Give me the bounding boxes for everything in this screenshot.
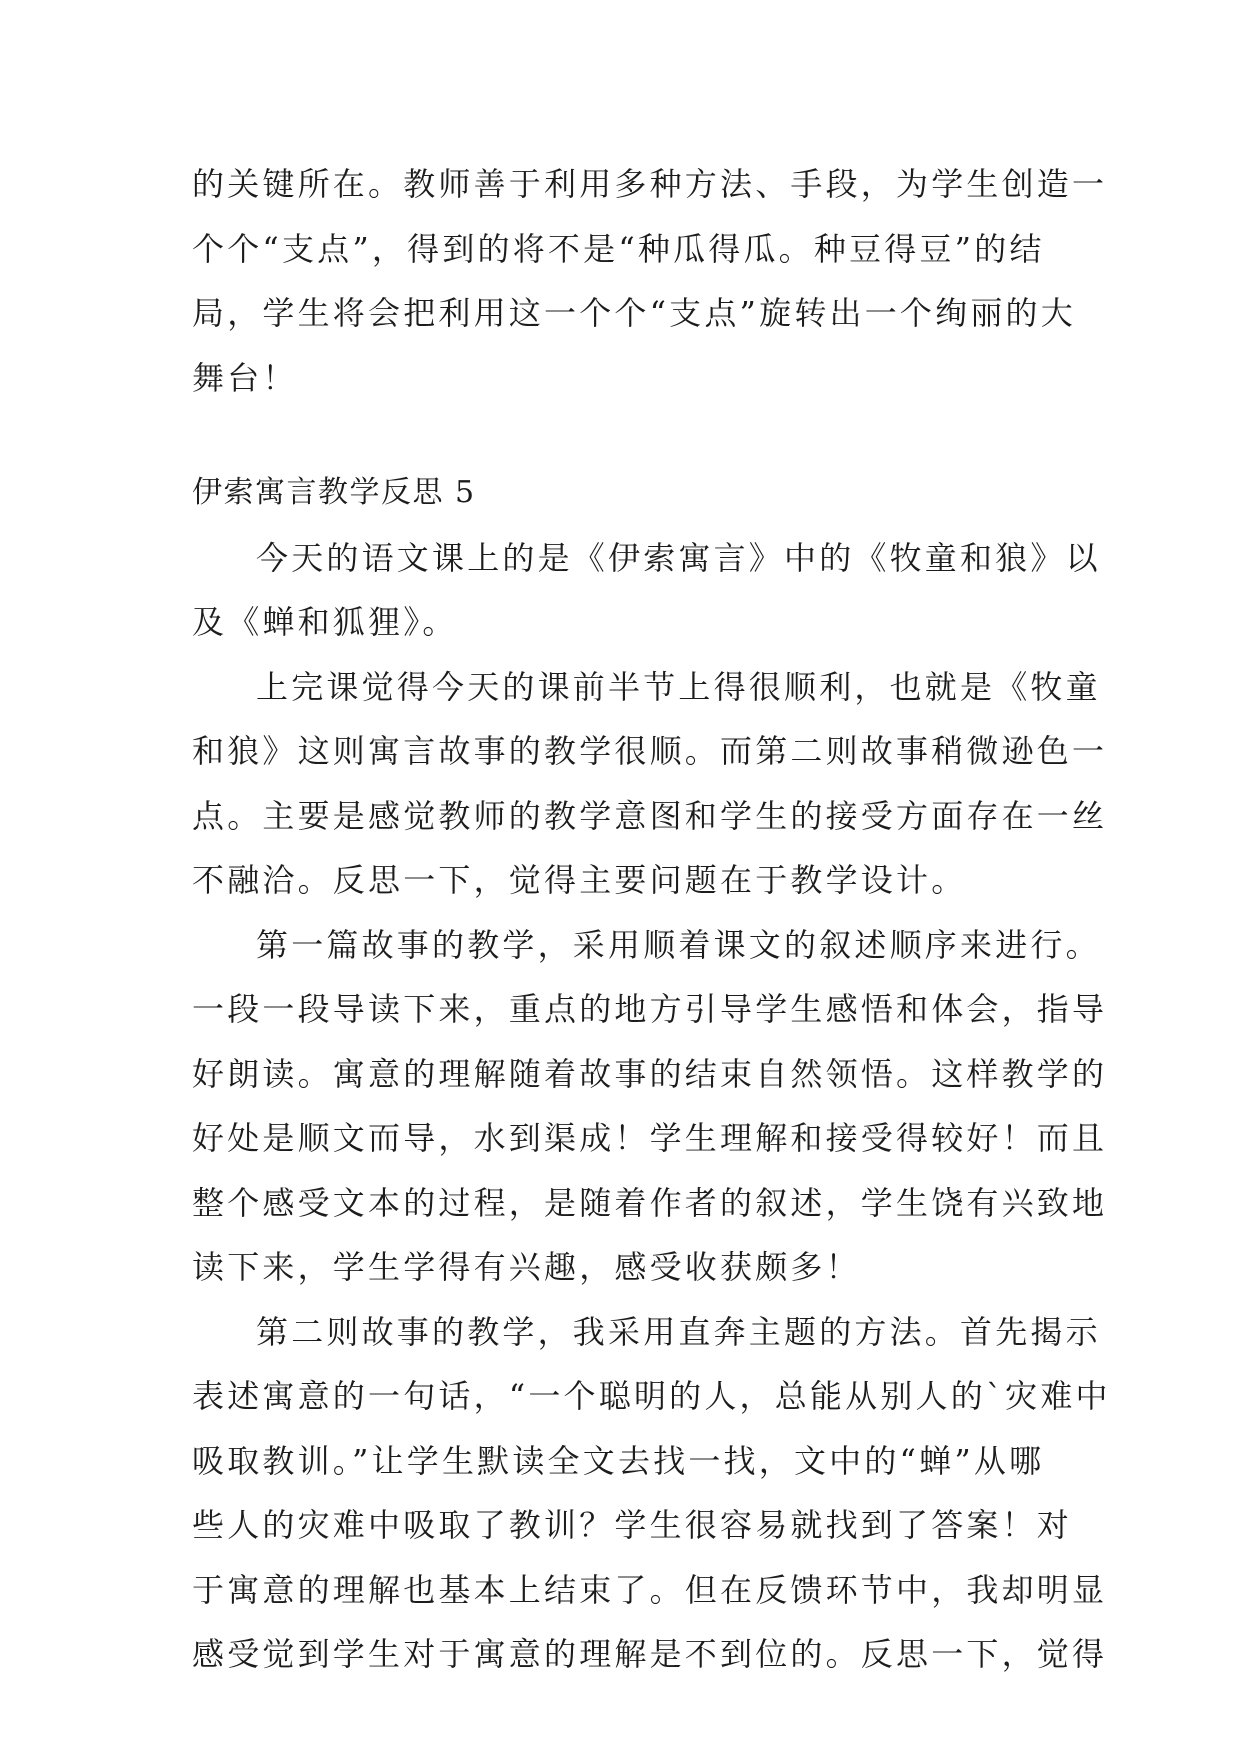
text-line: 一段一段导读下来，重点的地方引导学生感悟和体会，指导: [192, 990, 1108, 1028]
text-line: 上完课觉得今天的课前半节上得很顺利，也就是《牧童: [256, 667, 1101, 706]
text-line: 不融洽。反思一下，觉得主要问题在于教学设计。: [192, 861, 967, 899]
text-line: 和狼》这则寓言故事的教学很顺。而第二则故事稍微逊色一: [192, 732, 1108, 770]
paragraph: [192, 1300, 1111, 1687]
continuation-paragraph: [192, 152, 1108, 410]
section-title: 伊索寓言教学反思 5: [192, 475, 476, 510]
text-line: 感受觉到学生对于寓意的理解是不到位的。反思一下，觉得: [192, 1635, 1108, 1673]
text-line: 于寓意的理解也基本上结束了。但在反馈环节中，我却明显: [192, 1570, 1108, 1609]
text-line: 整个感受文本的过程，是随着作者的叙述，学生饶有兴致地: [192, 1183, 1108, 1222]
text-line: 好朗读。寓意的理解随着故事的结束自然领悟。这样教学的: [192, 1054, 1108, 1093]
text-line: 表述寓意的一句话，“一个聪明的人，总能从别人的`灾难中: [192, 1377, 1111, 1415]
paragraph: [192, 526, 1101, 655]
document-body: [192, 152, 1111, 1687]
text-line: 舞台！: [192, 358, 298, 397]
paragraph: [192, 913, 1108, 1300]
text-line: 个个“支点”，得到的将不是“种瓜得瓜。种豆得豆”的结: [192, 229, 1045, 268]
text-line: 今天的语文课上的是《伊索寓言》中的《牧童和狼》以: [256, 538, 1101, 577]
text-line: 些人的灾难中吸取了教训？学生很容易就找到了答案！对: [192, 1506, 1073, 1544]
paragraph: [192, 655, 1108, 913]
text-line: 第一篇故事的教学，采用顺着课文的叙述顺序来进行。: [256, 925, 1101, 964]
text-line: 点。主要是感觉教师的教学意图和学生的接受方面存在一丝: [192, 796, 1108, 835]
text-line: 的关键所在。教师善于利用多种方法、手段，为学生创造一: [192, 165, 1108, 203]
text-line: 局，学生将会把利用这一个个“支点”旋转出一个绚丽的大: [192, 294, 1076, 332]
text-line: 吸取教训。”让学生默读全文去找一找，文中的“蝉”从哪: [192, 1441, 1045, 1480]
paragraph-gap: [192, 410, 1052, 461]
text-line: 第二则故事的教学，我采用直奔主题的方法。首先揭示: [256, 1312, 1101, 1351]
text-line: 及《蝉和狐狸》。: [192, 603, 458, 641]
text-line: 读下来，学生学得有兴趣，感受收获颇多！: [192, 1248, 861, 1286]
text-line: 好处是顺文而导，水到渠成！学生理解和接受得较好！而且: [192, 1119, 1108, 1157]
